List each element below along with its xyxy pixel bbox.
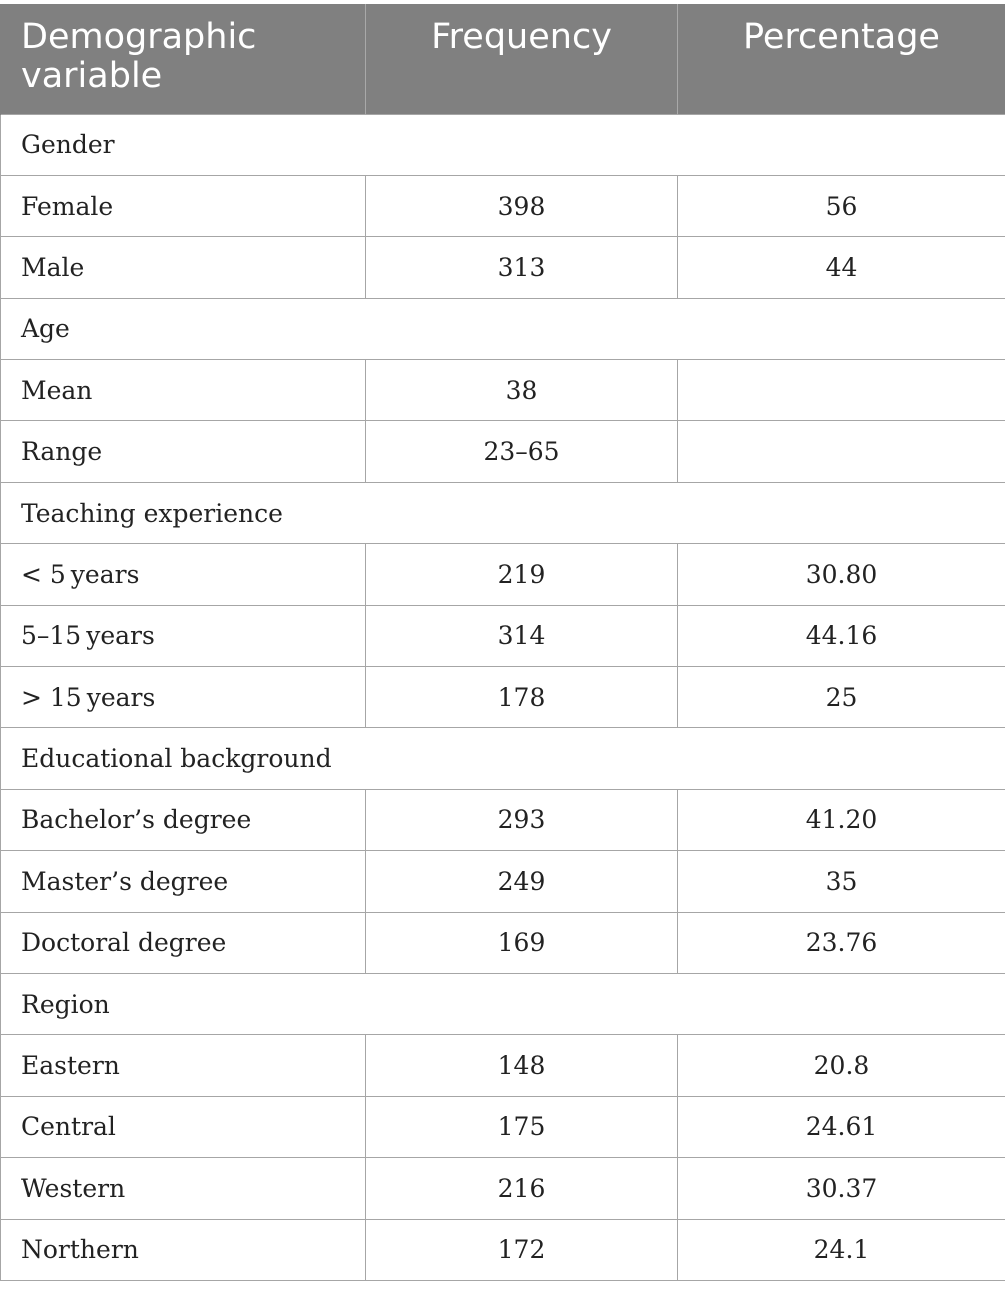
row-label: Western — [1, 1158, 366, 1219]
row-label: Master’s degree — [1, 851, 366, 912]
percentage-cell: 24.61 — [678, 1096, 1005, 1157]
row-label: Male — [1, 237, 366, 298]
row-label: Eastern — [1, 1035, 366, 1096]
percentage-cell: 41.20 — [678, 789, 1005, 850]
table-row — [1, 1158, 1005, 1219]
table-header — [1, 4, 1005, 114]
frequency-cell: 23–65 — [366, 421, 678, 482]
percentage-cell: 44.16 — [678, 605, 1005, 666]
header-line-1: Demographic — [21, 17, 257, 57]
header-frequency: Frequency — [366, 4, 678, 114]
row-label: Range — [1, 421, 366, 482]
header-line-2: variable — [21, 56, 163, 96]
percentage-cell: 35 — [678, 851, 1005, 912]
frequency-cell: 219 — [366, 544, 678, 605]
percentage-cell: 56 — [678, 175, 1005, 236]
frequency-cell: 169 — [366, 912, 678, 973]
row-label: Mean — [1, 360, 366, 421]
frequency-cell: 313 — [366, 237, 678, 298]
table-row — [1, 851, 1005, 912]
table-row — [1, 605, 1005, 666]
frequency-cell: 216 — [366, 1158, 678, 1219]
demographics-table-container — [0, 4, 1005, 1281]
frequency-cell: 314 — [366, 605, 678, 666]
percentage-cell: 20.8 — [678, 1035, 1005, 1096]
percentage-cell: 23.76 — [678, 912, 1005, 973]
percentage-cell: 24.1 — [678, 1219, 1005, 1280]
table-row — [1, 912, 1005, 973]
section-row — [1, 482, 1005, 543]
frequency-cell: 178 — [366, 667, 678, 728]
header-percentage: Percentage — [678, 4, 1005, 114]
table-row — [1, 360, 1005, 421]
section-row — [1, 114, 1005, 175]
section-title: Age — [1, 298, 1005, 359]
frequency-cell: 249 — [366, 851, 678, 912]
percentage-cell — [678, 421, 1005, 482]
frequency-cell: 398 — [366, 175, 678, 236]
demographics-table — [0, 4, 1005, 1281]
table-row — [1, 1096, 1005, 1157]
section-title: Gender — [1, 114, 1005, 175]
table-row — [1, 175, 1005, 236]
row-label: Female — [1, 175, 366, 236]
row-label: < 5 years — [1, 544, 366, 605]
table-row — [1, 421, 1005, 482]
percentage-cell — [678, 360, 1005, 421]
frequency-cell: 172 — [366, 1219, 678, 1280]
percentage-cell: 44 — [678, 237, 1005, 298]
table-row — [1, 1035, 1005, 1096]
percentage-cell: 30.37 — [678, 1158, 1005, 1219]
row-label: Northern — [1, 1219, 366, 1280]
table-row — [1, 544, 1005, 605]
percentage-cell: 25 — [678, 667, 1005, 728]
section-title: Educational background — [1, 728, 1005, 789]
table-row — [1, 237, 1005, 298]
table-row — [1, 1219, 1005, 1280]
frequency-cell: 175 — [366, 1096, 678, 1157]
header-demographic-variable — [1, 4, 366, 114]
section-title: Teaching experience — [1, 482, 1005, 543]
row-label: > 15 years — [1, 667, 366, 728]
frequency-cell: 148 — [366, 1035, 678, 1096]
table-row — [1, 789, 1005, 850]
row-label: Bachelor’s degree — [1, 789, 366, 850]
header-row — [1, 4, 1005, 114]
table-row — [1, 667, 1005, 728]
row-label: 5–15 years — [1, 605, 366, 666]
section-row — [1, 728, 1005, 789]
row-label: Doctoral degree — [1, 912, 366, 973]
frequency-cell: 293 — [366, 789, 678, 850]
row-label: Central — [1, 1096, 366, 1157]
table-body — [1, 114, 1005, 1280]
section-title: Region — [1, 973, 1005, 1034]
section-row — [1, 973, 1005, 1034]
section-row — [1, 298, 1005, 359]
percentage-cell: 30.80 — [678, 544, 1005, 605]
frequency-cell: 38 — [366, 360, 678, 421]
